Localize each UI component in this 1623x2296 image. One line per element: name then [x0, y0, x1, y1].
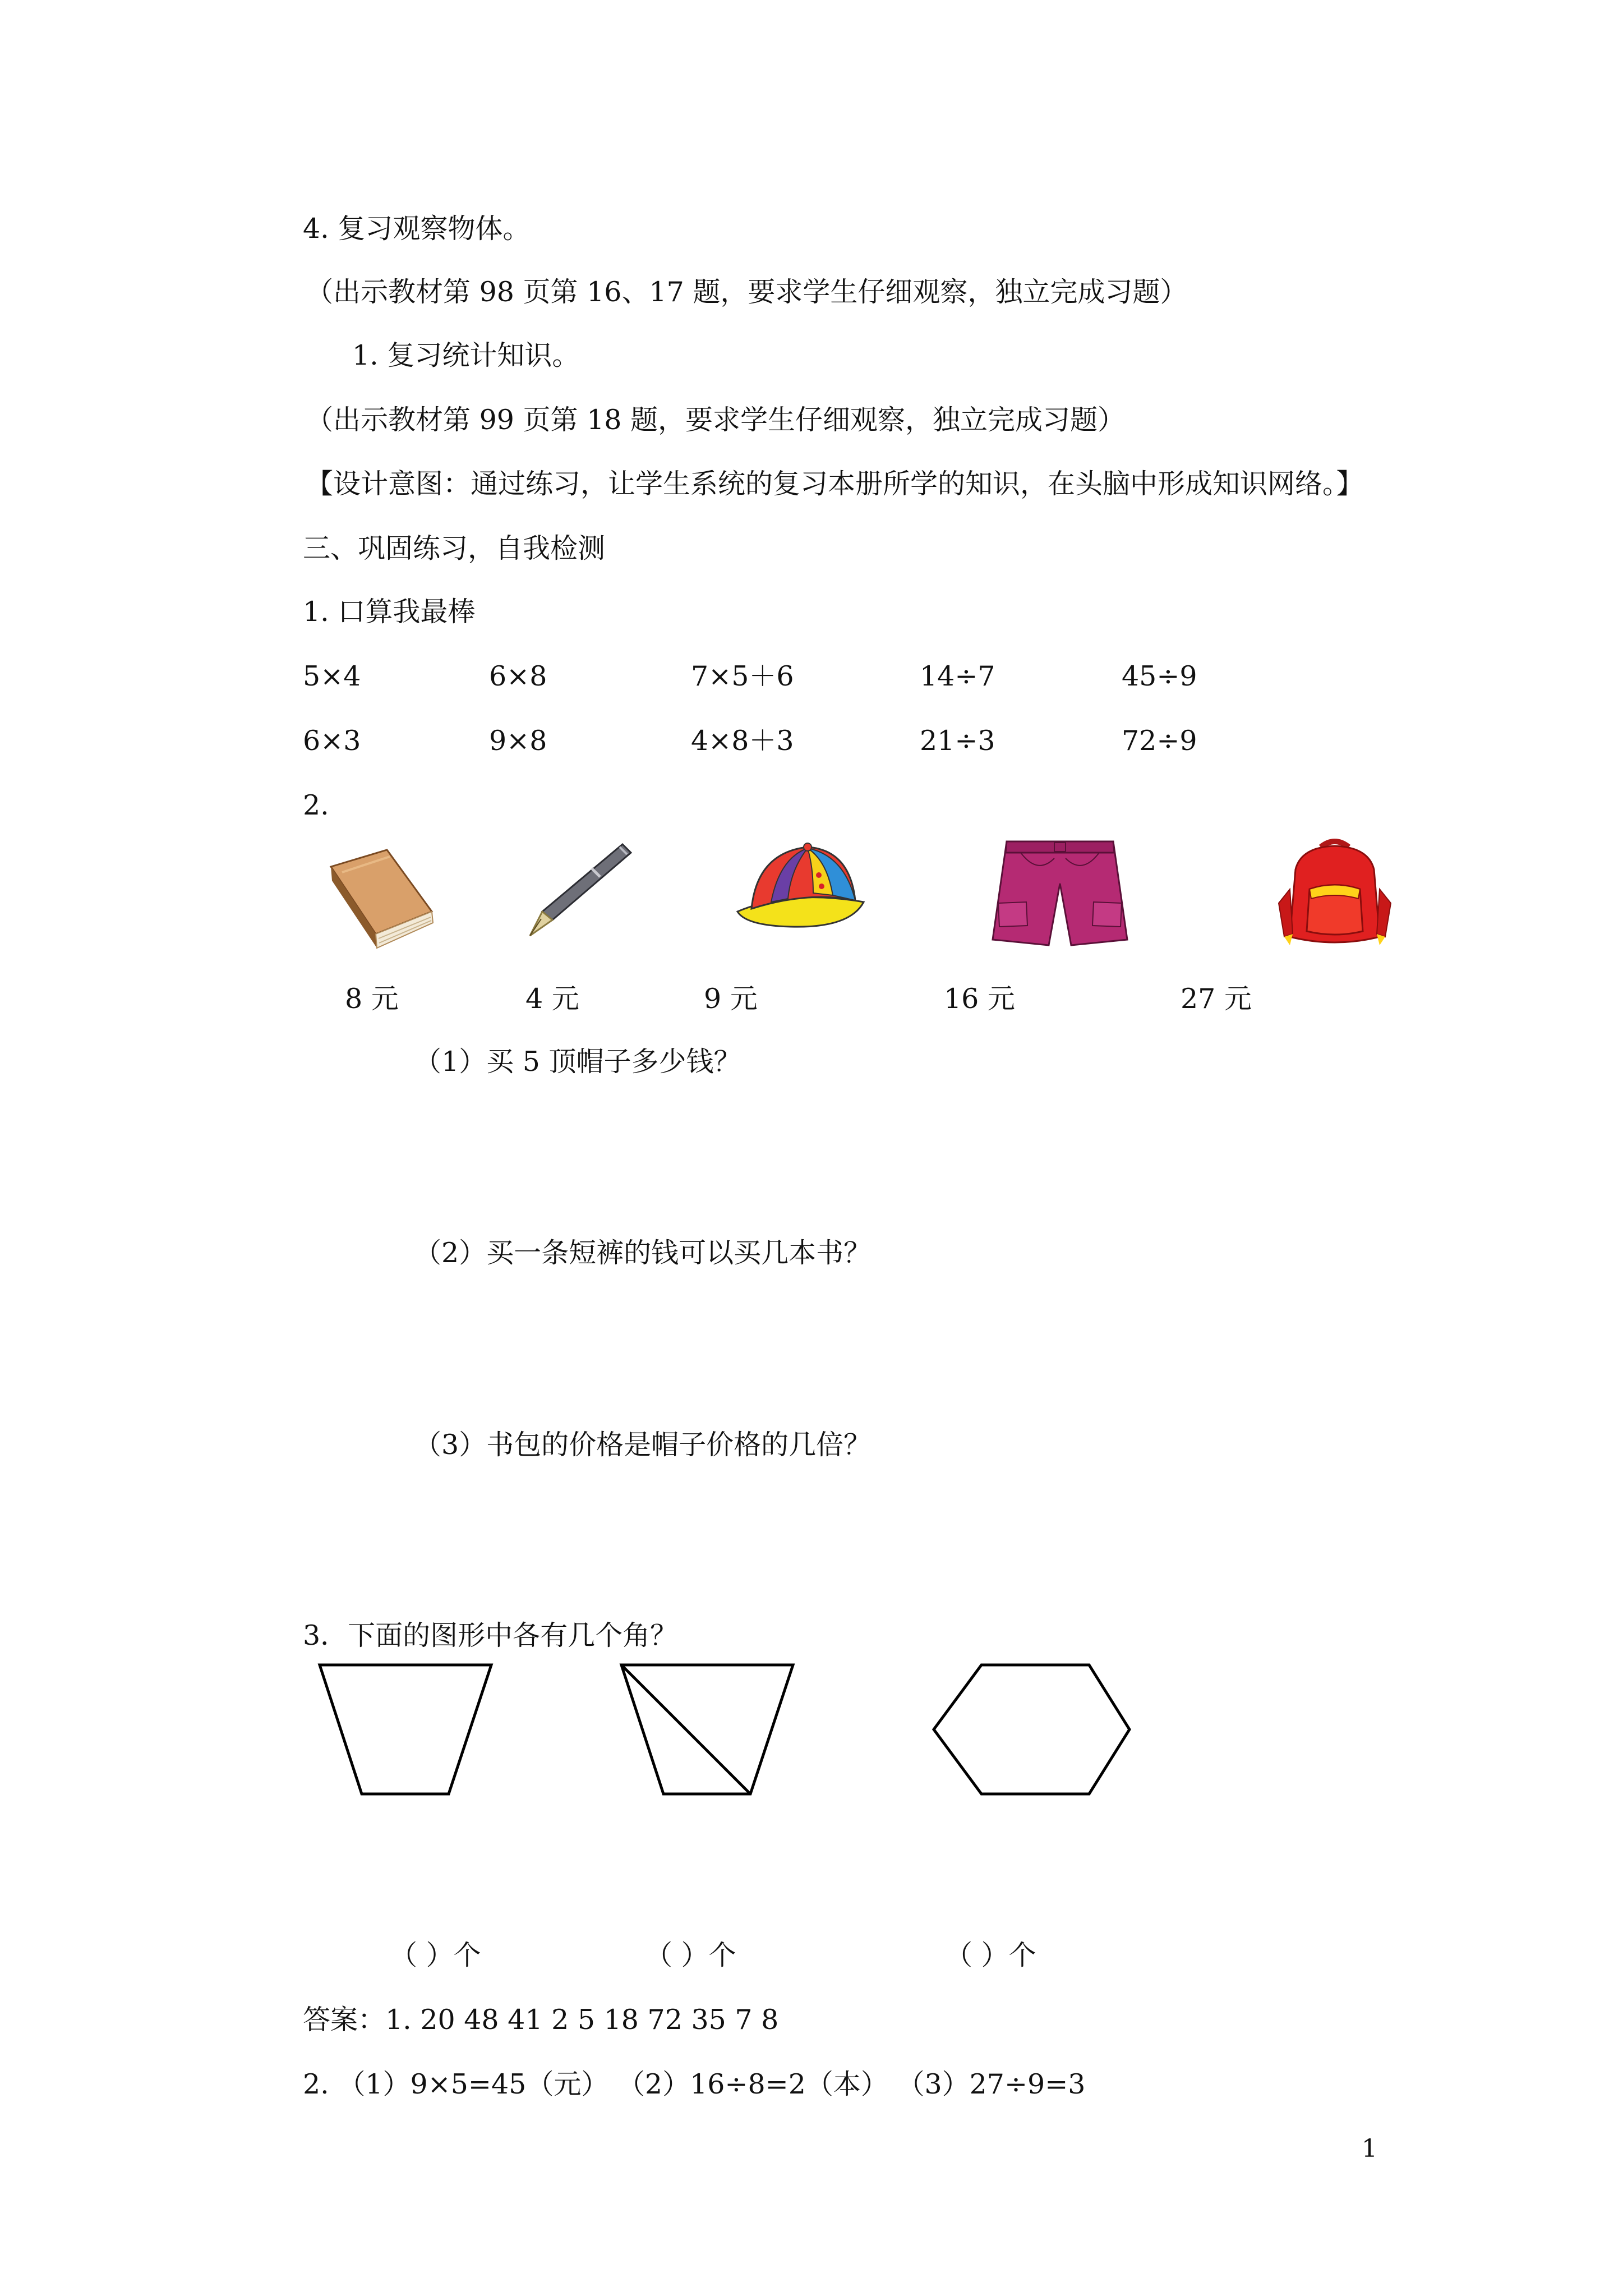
q2-sub-2: （2）买一条短裤的钱可以买几本书？ — [414, 1237, 872, 1269]
calc-item: 45÷9 — [1122, 660, 1197, 692]
blank-shape-1: （ ）个 — [390, 1939, 481, 1971]
answer-line-1: 答案：1. 20 48 41 2 5 18 72 35 7 8 — [303, 2004, 779, 2036]
calc-item: 21÷3 — [920, 725, 995, 757]
trapezoid-with-diagonal-shape — [621, 1665, 793, 1794]
review-stats-line: 1. 复习统计知识。 — [352, 339, 580, 371]
instruction-98: （出示教材第 98 页第 16、17 题，要求学生仔细观察，独立完成习题） — [306, 276, 1188, 308]
price-backpack: 27 元 — [1181, 983, 1252, 1015]
instruction-99: （出示教材第 99 页第 18 题，要求学生仔细观察，独立完成习题） — [306, 404, 1126, 436]
calc-item: 14÷7 — [920, 660, 995, 692]
price-cap: 9 元 — [704, 983, 758, 1015]
q2-sub-1: （1）买 5 顶帽子多少钱？ — [414, 1046, 741, 1078]
shapes-figure — [0, 1655, 1623, 1829]
calc-item: 6×3 — [303, 725, 361, 757]
section-3-title: 三、巩固练习，自我检测 — [303, 532, 606, 564]
pen-icon — [508, 836, 637, 942]
price-book: 8 元 — [345, 983, 399, 1015]
backpack-icon — [1273, 836, 1396, 954]
hexagon-shape — [934, 1665, 1129, 1794]
page-number: 1 — [1362, 2134, 1377, 2163]
q2-title: 2. — [303, 789, 329, 821]
review-observe-line: 4. 复习观察物体。 — [303, 213, 531, 245]
shorts-icon — [987, 836, 1133, 954]
trapezoid-shape — [320, 1665, 491, 1794]
calc-item: 6×8 — [489, 660, 547, 692]
q1-title: 1. 口算我最棒 — [303, 596, 476, 628]
calc-item: 7×5＋6 — [691, 660, 794, 692]
price-pen: 4 元 — [525, 983, 579, 1015]
book-icon — [325, 844, 437, 951]
calc-item: 9×8 — [489, 725, 547, 757]
design-intent: 【设计意图：通过练习，让学生系统的复习本册所学的知识，在头脑中形成知识网络。】 — [306, 468, 1364, 500]
q2-sub-3: （3）书包的价格是帽子价格的几倍？ — [414, 1429, 872, 1461]
answer-line-2: 2. （1）9×5=45（元） （2）16÷8=2（本） （3）27÷9=3 — [303, 2068, 1086, 2100]
calc-item: 5×4 — [303, 660, 361, 692]
calc-item: 4×8＋3 — [691, 725, 794, 757]
calc-item: 72÷9 — [1122, 725, 1197, 757]
q3-title: 3．下面的图形中各有几个角？ — [303, 1619, 678, 1651]
price-shorts: 16 元 — [944, 983, 1015, 1015]
blank-shape-2: （ ）个 — [645, 1939, 736, 1971]
cap-icon — [729, 836, 869, 937]
blank-shape-3: （ ）个 — [945, 1939, 1036, 1971]
